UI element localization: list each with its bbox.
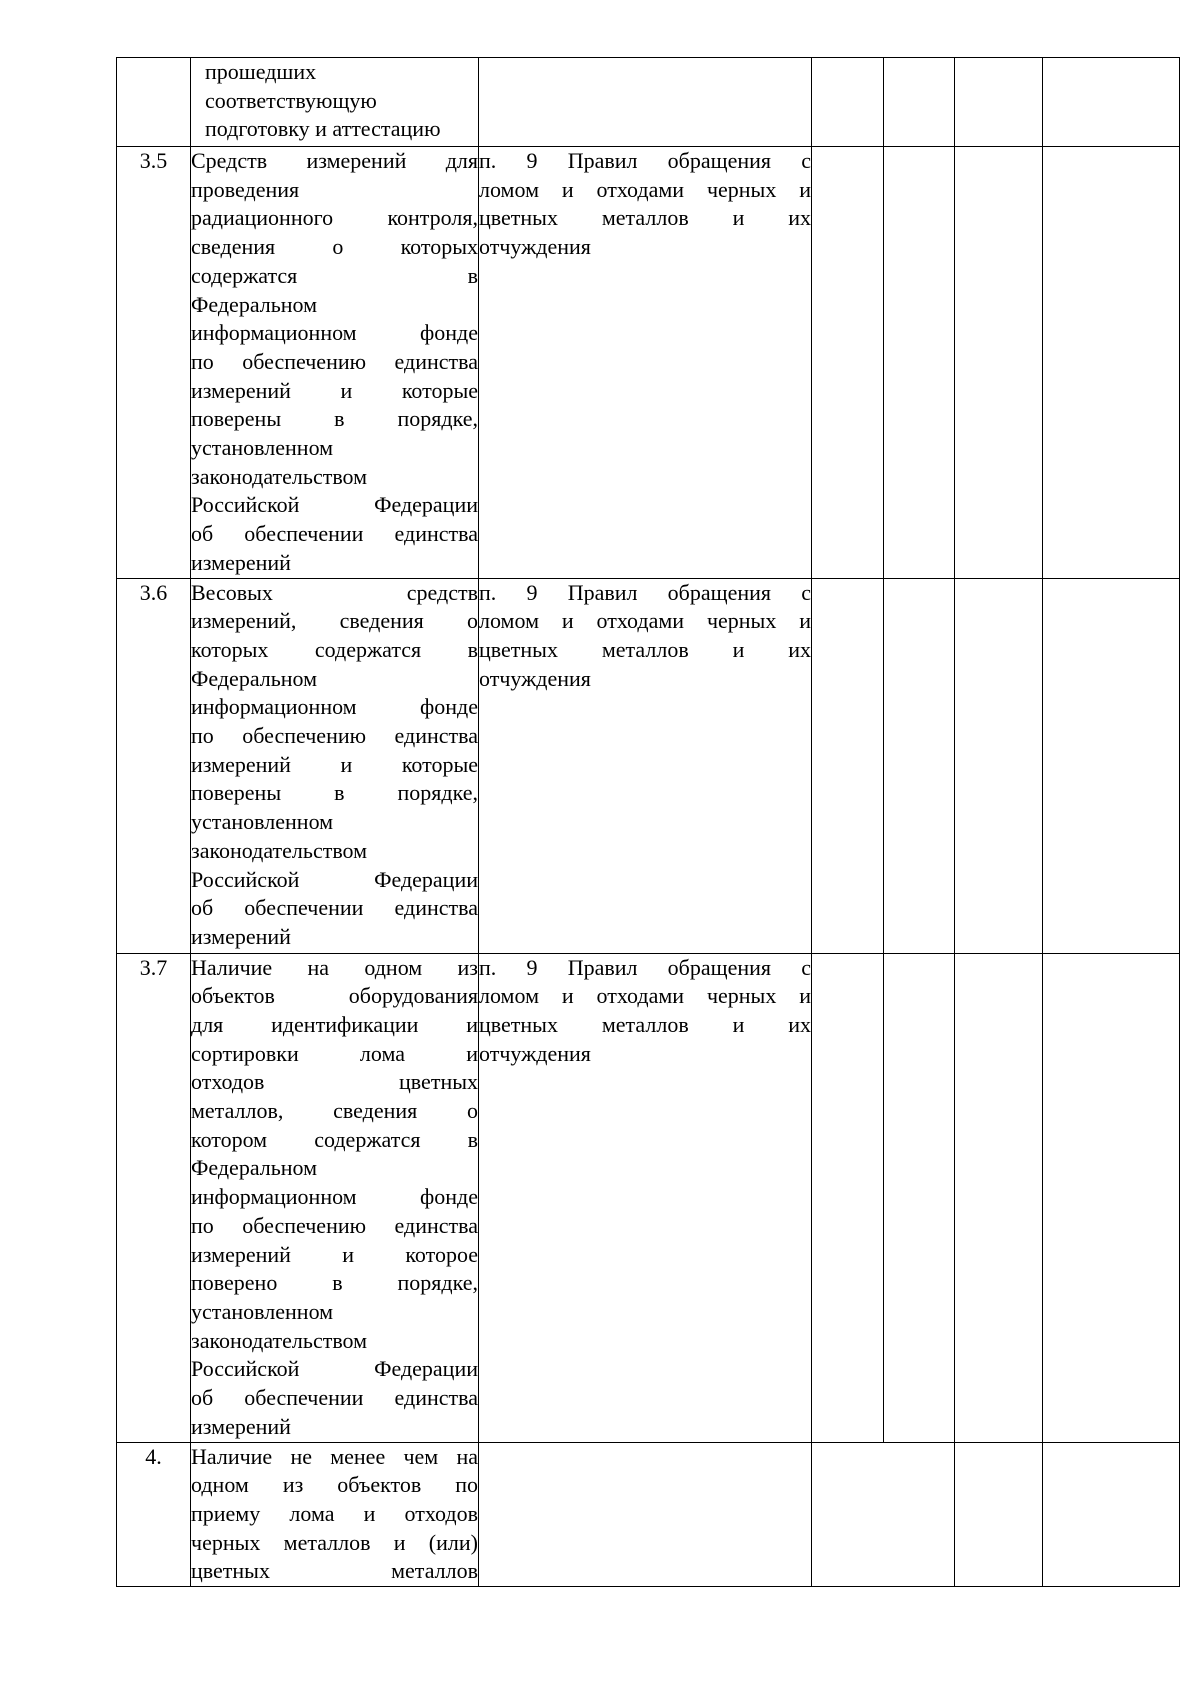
requirement-line: подготовку и аттестацию	[205, 116, 441, 142]
requirement-line: об обеспечении единства	[191, 1385, 478, 1411]
empty-cell	[884, 953, 955, 1442]
requirement-line: содержатся в	[191, 262, 478, 288]
empty-cell	[955, 1442, 1043, 1587]
requirement-line: законодательством	[191, 1327, 368, 1353]
empty-cell	[955, 578, 1043, 953]
requirement-line: прошедших	[205, 59, 317, 84]
table-row	[117, 147, 1180, 579]
requirement-line: сведения о которых	[191, 234, 478, 260]
requirement-line: объектов оборудования	[191, 983, 478, 1009]
empty-cell	[955, 147, 1043, 579]
empty-cell	[1043, 1442, 1180, 1587]
requirement-line: поверено в порядке,	[191, 1270, 478, 1296]
requirement-cell	[191, 578, 479, 953]
requirement-line: котором содержатся в	[191, 1126, 478, 1152]
requirement-line: информационном фонде	[191, 1184, 478, 1210]
requirement-line: металлов, сведения о	[191, 1098, 478, 1124]
empty-cell	[955, 953, 1043, 1442]
reference-line: цветных металлов и их	[479, 205, 811, 231]
table-row	[117, 1442, 1180, 1587]
empty-cell	[1043, 58, 1180, 147]
requirement-line: Федеральном	[191, 665, 318, 691]
empty-cell	[812, 1442, 955, 1587]
reference-cell	[479, 578, 812, 953]
requirement-line: отходов цветных	[191, 1069, 478, 1095]
reference-line: п. 9 Правил обращения с	[479, 954, 811, 980]
empty-cell	[884, 58, 955, 147]
requirement-line: проведения	[191, 176, 300, 202]
reference-cell	[479, 953, 812, 1442]
reference-line: отчуждения	[479, 665, 591, 691]
requirement-line: измерений и которые	[191, 751, 478, 777]
requirement-line: сортировки лома и	[191, 1040, 478, 1066]
requirement-line: которых содержатся в	[191, 636, 478, 662]
requirement-line: Наличие на одном из	[191, 954, 478, 980]
requirement-line: установленном	[191, 435, 334, 461]
reference-line: цветных металлов и их	[479, 636, 811, 662]
requirement-line: Средств измерений для	[191, 148, 478, 173]
requirement-line: законодательством	[191, 837, 368, 863]
requirement-line: радиационного контроля,	[191, 205, 478, 231]
requirement-line: Федеральном	[191, 291, 318, 317]
requirement-line: по обеспечению единства	[191, 723, 478, 749]
requirement-line: Федеральном	[191, 1155, 318, 1181]
requirement-line: Российской Федерации	[191, 1356, 478, 1382]
checklist-table	[116, 57, 1180, 1587]
requirement-line: об обеспечении единства	[191, 895, 478, 921]
requirement-cell	[191, 147, 479, 579]
requirement-line: измерений	[191, 1413, 291, 1439]
empty-cell	[812, 147, 884, 579]
table-row	[117, 58, 1180, 147]
reference-cell	[479, 58, 812, 147]
reference-line: ломом и отходами черных и	[479, 176, 811, 202]
requirement-line: для идентификации и	[191, 1011, 478, 1037]
requirement-line: измерений, сведения о	[191, 608, 478, 634]
reference-line: отчуждения	[479, 1040, 591, 1066]
requirement-line: измерений и которое	[191, 1241, 478, 1267]
requirement-line: цветных металлов	[191, 1558, 478, 1584]
empty-cell	[955, 58, 1043, 147]
requirement-line: Наличие не менее чем на	[191, 1443, 478, 1469]
table-row	[117, 578, 1180, 953]
empty-cell	[812, 953, 884, 1442]
requirement-line: об обеспечении единства	[191, 521, 478, 547]
requirement-line: одном из объектов по	[191, 1472, 478, 1498]
requirement-line: Российской Федерации	[191, 866, 478, 892]
reference-line: цветных металлов и их	[479, 1011, 811, 1037]
requirement-line: установленном	[191, 1298, 334, 1324]
reference-line: п. 9 Правил обращения с	[479, 148, 811, 173]
requirement-cell	[191, 1442, 479, 1587]
row-number-cell: 3.6	[117, 578, 191, 953]
requirement-line: измерений	[191, 923, 291, 949]
empty-cell	[812, 58, 884, 147]
requirement-line: Российской Федерации	[191, 492, 478, 518]
requirement-line: Весовых средств	[191, 579, 478, 605]
reference-cell	[479, 147, 812, 579]
requirement-cell	[191, 953, 479, 1442]
requirement-line: измерений	[191, 549, 291, 575]
requirement-line: установленном	[191, 809, 334, 835]
empty-cell	[1043, 953, 1180, 1442]
reference-line: п. 9 Правил обращения с	[479, 579, 811, 605]
row-number-cell	[117, 58, 191, 147]
row-number-cell: 4.	[117, 1442, 191, 1587]
requirement-line: поверены в порядке,	[191, 780, 478, 806]
requirement-line: соответствующую	[205, 87, 377, 113]
requirement-line: по обеспечению единства	[191, 348, 478, 374]
empty-cell	[812, 578, 884, 953]
requirement-line: по обеспечению единства	[191, 1212, 478, 1238]
requirement-line: информационном фонде	[191, 694, 478, 720]
empty-cell	[884, 578, 955, 953]
reference-cell	[479, 1442, 812, 1587]
requirement-line: поверены в порядке,	[191, 406, 478, 432]
row-number-cell: 3.7	[117, 953, 191, 1442]
reference-line: отчуждения	[479, 234, 591, 260]
table-row	[117, 953, 1180, 1442]
requirement-line: измерений и которые	[191, 377, 478, 403]
requirement-line: законодательством	[191, 463, 368, 489]
requirement-line: черных металлов и (или)	[191, 1529, 478, 1555]
requirement-cell	[191, 58, 479, 147]
empty-cell	[1043, 147, 1180, 579]
requirement-line: информационном фонде	[191, 320, 478, 346]
empty-cell	[884, 147, 955, 579]
reference-line: ломом и отходами черных и	[479, 983, 811, 1009]
reference-line: ломом и отходами черных и	[479, 608, 811, 634]
row-number-cell: 3.5	[117, 147, 191, 579]
empty-cell	[1043, 578, 1180, 953]
requirement-line: приему лома и отходов	[191, 1500, 478, 1526]
